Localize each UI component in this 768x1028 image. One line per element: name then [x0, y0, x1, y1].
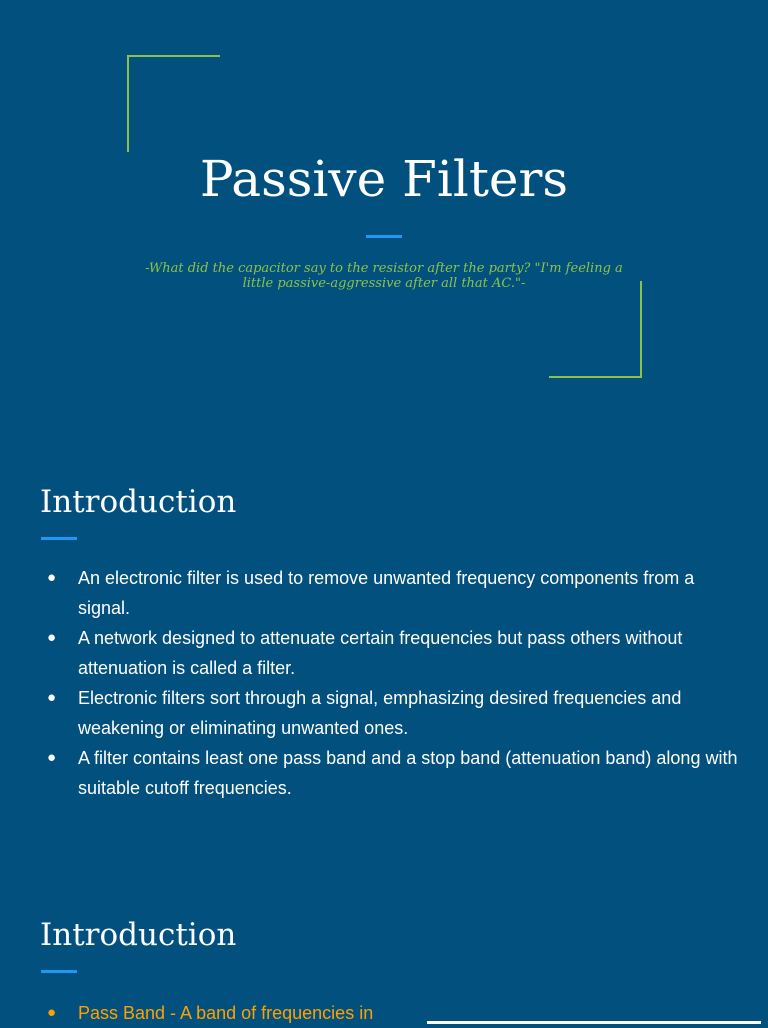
- title-slide: [0, 0, 768, 420]
- bullet-dot-icon: ●: [47, 1004, 57, 1021]
- bullet-text: A network designed to attenuate certain frequencies but pass others without attenuation is called a filter.: [78, 628, 683, 678]
- section-heading: Introduction: [40, 484, 237, 520]
- slide-title: Passive Filters: [199, 150, 569, 208]
- bullet-dot-icon: ●: [47, 629, 57, 646]
- bullet-text: A filter contains least one pass band and a stop band (attenuation band) along with suitable cutoff frequencies.: [78, 748, 738, 798]
- bullet-dot-icon: ●: [47, 569, 57, 586]
- list-item: [40, 623, 740, 683]
- list-item: [40, 743, 740, 803]
- heading-underline: [41, 970, 77, 973]
- bullet-dot-icon: ●: [47, 749, 57, 766]
- title-underline: [366, 235, 402, 238]
- bullet-text: An electronic filter is used to remove unwanted frequency components from a signal.: [78, 568, 695, 618]
- bullet-text: Electronic filters sort through a signal, emphasizing desired frequencies and weakening or eliminating unwanted ones.: [78, 688, 682, 738]
- slide-subtitle: -What did the capacitor say to the resistor after the party? "I'm feeling a little passive-aggressive after all that AC."-: [145, 261, 623, 291]
- corner-frame-top-left: [127, 55, 220, 152]
- bullet-dot-icon: ●: [47, 689, 57, 706]
- heading-underline: [41, 537, 77, 540]
- section-heading: Introduction: [40, 917, 237, 953]
- bullet-text: Pass Band - A band of frequencies in: [78, 1003, 374, 1023]
- intro-slide: [0, 420, 768, 860]
- list-item: [40, 683, 740, 743]
- intro-slide-2: [0, 860, 768, 1024]
- list-item: [40, 563, 740, 623]
- bullet-list: [40, 563, 740, 803]
- corner-frame-bottom-right: [549, 281, 642, 378]
